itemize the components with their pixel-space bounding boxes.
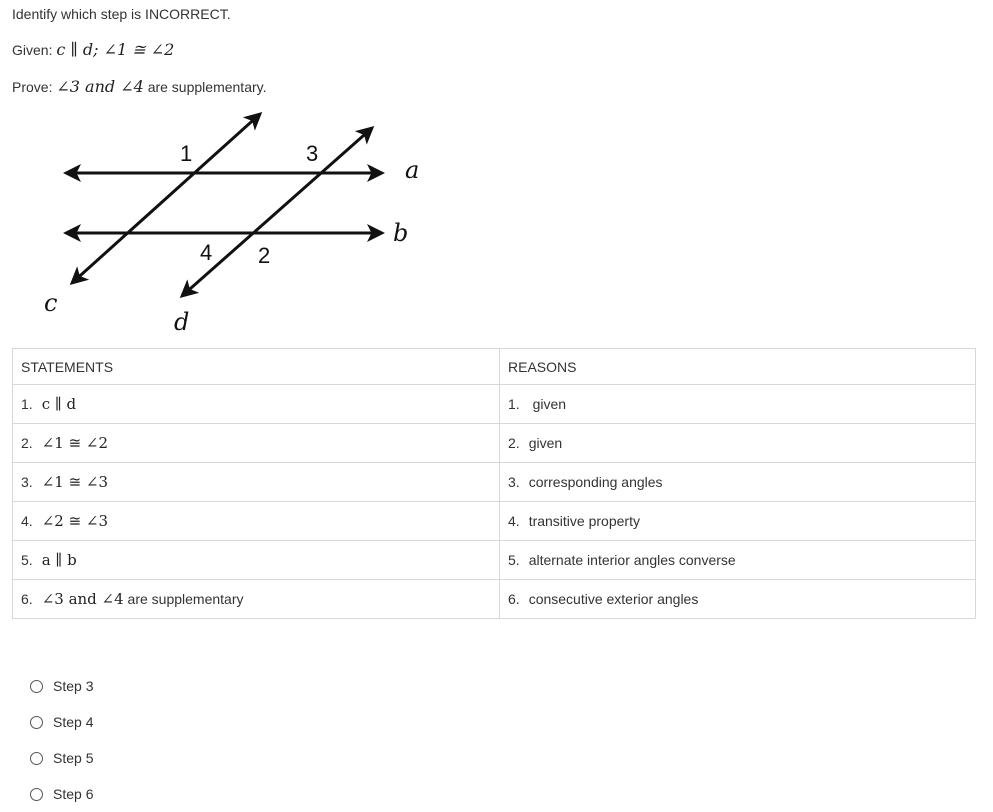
statement-math: ∠2 ≅ ∠3 bbox=[41, 512, 109, 530]
statement-number: 4. bbox=[21, 513, 33, 529]
statements-header: STATEMENTS bbox=[13, 349, 500, 385]
line-c bbox=[72, 114, 260, 283]
choice-label[interactable]: Step 4 bbox=[53, 714, 94, 730]
statement-number: 6. bbox=[21, 591, 33, 607]
reason-number: 6. bbox=[508, 591, 520, 607]
reason-cell bbox=[500, 424, 976, 463]
reason-cell bbox=[500, 541, 976, 580]
reason-number: 2. bbox=[508, 435, 520, 451]
angle-3-label: 3 bbox=[306, 141, 319, 166]
statement-cell bbox=[13, 463, 500, 502]
reason-text: transitive property bbox=[528, 513, 640, 529]
label-line-a: a bbox=[405, 156, 420, 184]
statement-cell bbox=[13, 541, 500, 580]
statement-number: 1. bbox=[21, 396, 33, 412]
proof-row bbox=[13, 385, 976, 424]
label-line-c: c bbox=[44, 289, 58, 317]
prove-math: ∠3 and ∠4 bbox=[56, 77, 144, 96]
reason-cell bbox=[500, 385, 976, 424]
label-line-d: d bbox=[174, 308, 190, 336]
proof-table bbox=[12, 348, 976, 619]
proof-row bbox=[13, 502, 976, 541]
reason-text: given bbox=[528, 435, 563, 451]
statement-cell bbox=[13, 385, 500, 424]
proof-row bbox=[13, 424, 976, 463]
parallel-lines-figure bbox=[30, 108, 430, 340]
reason-cell bbox=[500, 580, 976, 619]
reasons-header: REASONS bbox=[500, 349, 976, 385]
angle-1-label: 1 bbox=[180, 141, 193, 166]
reason-text: alternate interior angles converse bbox=[528, 552, 736, 568]
given-math: c ∥ d; ∠1 ≅ ∠2 bbox=[56, 40, 175, 59]
proof-table-header bbox=[13, 349, 976, 385]
choice-step-option[interactable] bbox=[30, 740, 93, 776]
reason-cell bbox=[500, 463, 976, 502]
statement-number: 2. bbox=[21, 435, 33, 451]
statement-cell bbox=[13, 424, 500, 463]
reason-number: 5. bbox=[508, 552, 520, 568]
reason-number: 1. bbox=[508, 396, 520, 412]
choice-step-option[interactable] bbox=[30, 704, 93, 740]
prove-label: Prove: bbox=[12, 79, 53, 95]
statement-math: ∠1 ≅ ∠3 bbox=[41, 473, 109, 491]
angle-4-label: 4 bbox=[200, 240, 213, 265]
radio-button[interactable] bbox=[30, 788, 43, 801]
prove-suffix: are supplementary. bbox=[147, 79, 267, 95]
choice-label[interactable]: Step 3 bbox=[53, 678, 94, 694]
line-d bbox=[182, 128, 372, 296]
prove-line bbox=[12, 77, 267, 96]
reason-text: corresponding angles bbox=[528, 474, 663, 490]
given-line bbox=[12, 40, 174, 59]
statement-text: are supplementary bbox=[127, 591, 244, 607]
statement-cell bbox=[13, 580, 500, 619]
statement-number: 5. bbox=[21, 552, 33, 568]
proof-row bbox=[13, 463, 976, 502]
given-label: Given: bbox=[12, 42, 53, 58]
statement-math: ∠3 and ∠4 bbox=[41, 590, 124, 608]
reason-text: consecutive exterior angles bbox=[528, 591, 699, 607]
question-prompt: Identify which step is INCORRECT. bbox=[12, 6, 231, 22]
radio-button[interactable] bbox=[30, 680, 43, 693]
reason-cell bbox=[500, 502, 976, 541]
label-line-b: b bbox=[393, 219, 409, 247]
angle-2-label: 2 bbox=[258, 243, 271, 268]
choice-label[interactable]: Step 6 bbox=[53, 786, 94, 802]
statement-cell bbox=[13, 502, 500, 541]
statement-math: c ∥ d bbox=[41, 395, 77, 413]
choice-step-option[interactable] bbox=[30, 668, 93, 704]
reason-text: given bbox=[528, 396, 567, 412]
radio-button[interactable] bbox=[30, 716, 43, 729]
statement-number: 3. bbox=[21, 474, 33, 490]
reason-number: 3. bbox=[508, 474, 520, 490]
reason-number: 4. bbox=[508, 513, 520, 529]
radio-button[interactable] bbox=[30, 752, 43, 765]
answer-choices bbox=[30, 668, 93, 812]
statement-math: ∠1 ≅ ∠2 bbox=[41, 434, 109, 452]
choice-label[interactable]: Step 5 bbox=[53, 750, 94, 766]
proof-row bbox=[13, 541, 976, 580]
statement-math: a ∥ b bbox=[41, 551, 77, 569]
proof-row bbox=[13, 580, 976, 619]
